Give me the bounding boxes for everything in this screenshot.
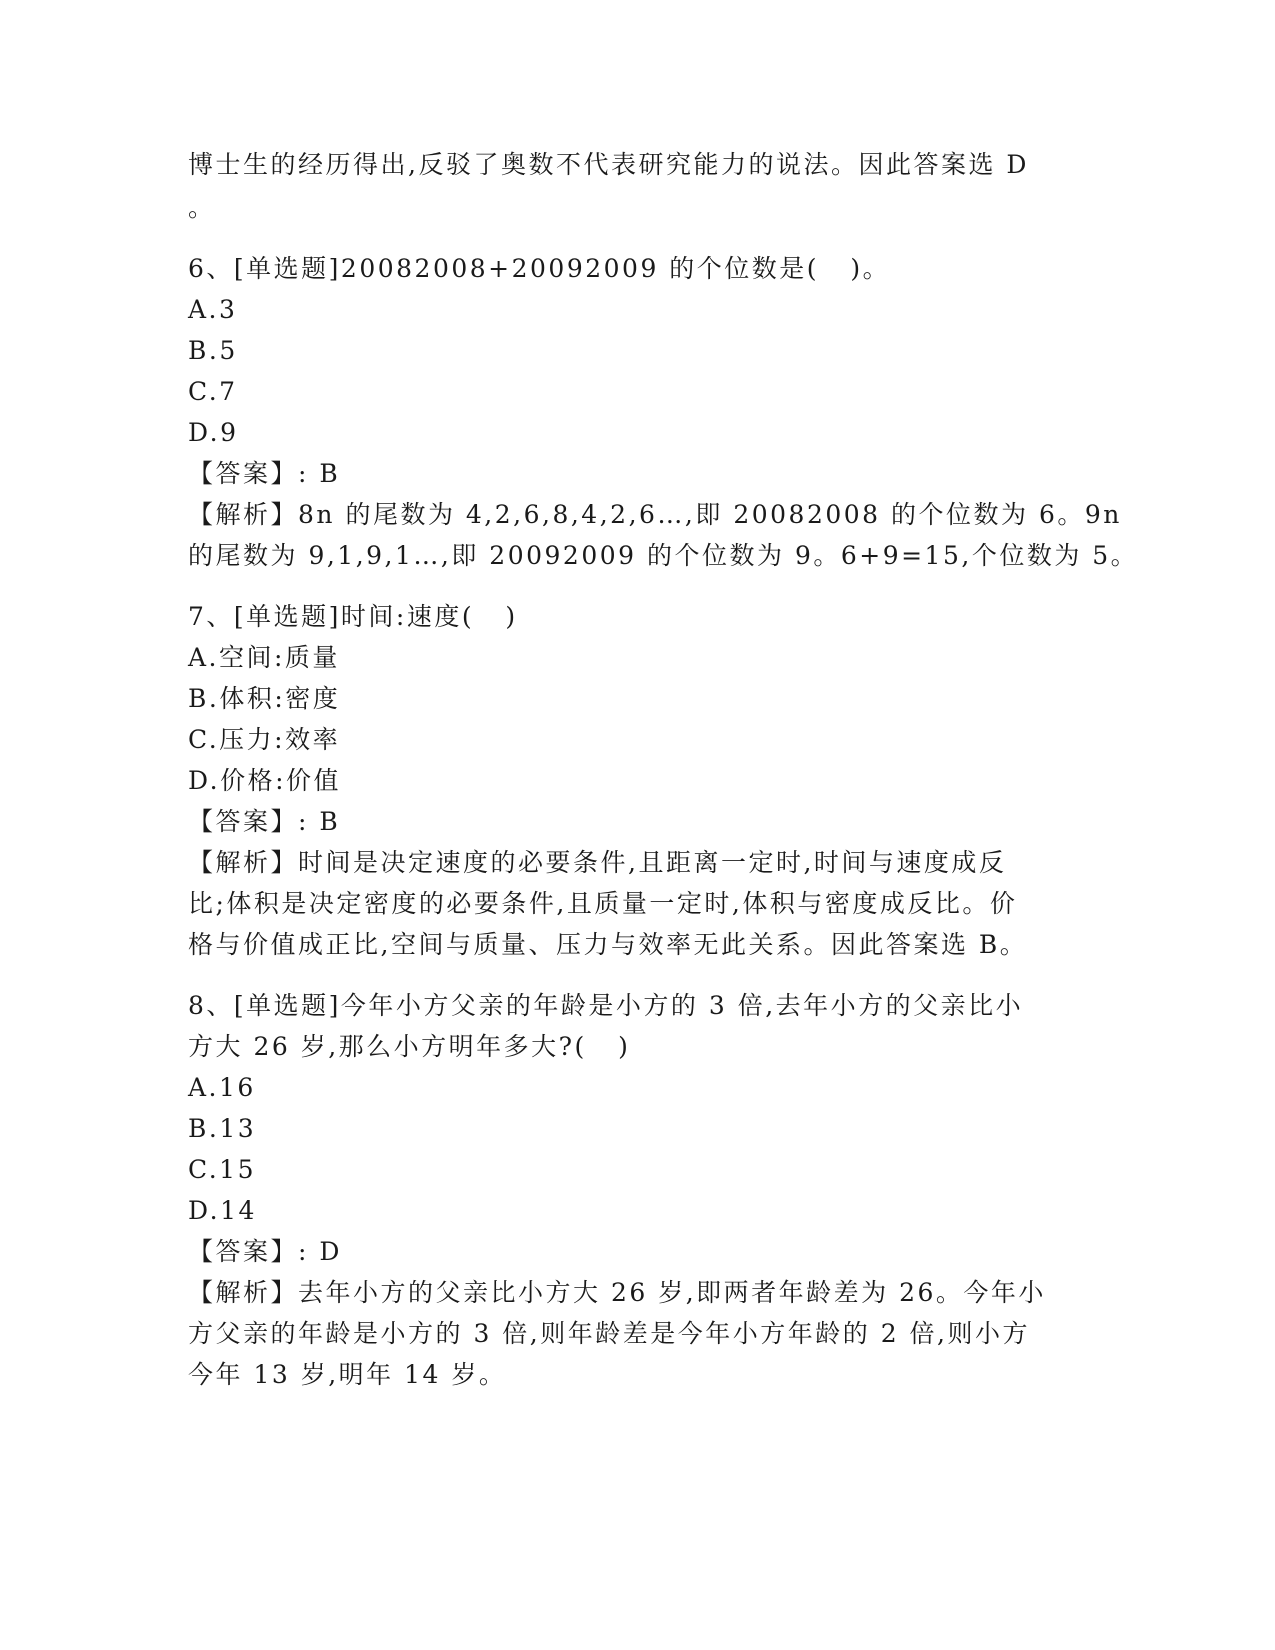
q8-question-line-1: 8、[单选题]今年小方父亲的年龄是小方的 3 倍,去年小方的父亲比小 (188, 991, 1024, 1020)
q6-analysis-line-2: 的尾数为 9,1,9,1…,即 20092009 的个位数为 9。6+9=15,个位数为 5。 (188, 541, 1139, 570)
q7-analysis-line-2: 比;体积是决定密度的必要条件,且质量一定时,体积与密度成反比。价 (188, 889, 1018, 918)
q7-option-d: D.价格:价值 (188, 766, 342, 795)
q6-option-a: A.3 (188, 295, 238, 324)
q7-analysis-line-1: 【解析】时间是决定速度的必要条件,且距离一定时,时间与速度成反 (188, 848, 1007, 877)
q8-option-b: B.13 (188, 1114, 257, 1143)
q8-option-d: D.14 (188, 1196, 257, 1225)
q7-answer: 【答案】: B (188, 807, 341, 836)
q8-option-a: A.16 (188, 1073, 256, 1102)
q6-option-d: D.9 (188, 418, 239, 447)
q8-option-c: C.15 (188, 1155, 256, 1184)
q6-question: 6、[单选题]20082008+20092009 的个位数是( )。 (188, 254, 891, 283)
q8-answer: 【答案】: D (188, 1237, 342, 1266)
q7-option-a: A.空间:质量 (188, 643, 340, 672)
q7-question: 7、[单选题]时间:速度( ) (188, 602, 518, 631)
q6-analysis-line-1: 【解析】8n 的尾数为 4,2,6,8,4,2,6…,即 20082008 的个位数为 6。9n (188, 500, 1122, 529)
q8-analysis-line-2: 方父亲的年龄是小方的 3 倍,则年龄差是今年小方年龄的 2 倍,则小方 (188, 1319, 1030, 1348)
q8-analysis-line-1: 【解析】去年小方的父亲比小方大 26 岁,即两者年龄差为 26。今年小 (188, 1278, 1046, 1307)
q8-analysis-line-3: 今年 13 岁,明年 14 岁。 (188, 1360, 507, 1389)
q6-answer: 【答案】: B (188, 459, 341, 488)
q6-option-b: B.5 (188, 336, 238, 365)
continuation-line-1: 博士生的经历得出,反驳了奥数不代表研究能力的说法。因此答案选 D (188, 150, 1029, 179)
continuation-line-2: 。 (188, 193, 216, 222)
q6-option-c: C.7 (188, 377, 238, 406)
q7-analysis-line-3: 格与价值成正比,空间与质量、压力与效率无此关系。因此答案选 B。 (188, 930, 1028, 959)
q8-question-line-2: 方大 26 岁,那么小方明年多大?( ) (188, 1032, 631, 1061)
q7-option-b: B.体积:密度 (188, 684, 341, 713)
q7-option-c: C.压力:效率 (188, 725, 341, 754)
